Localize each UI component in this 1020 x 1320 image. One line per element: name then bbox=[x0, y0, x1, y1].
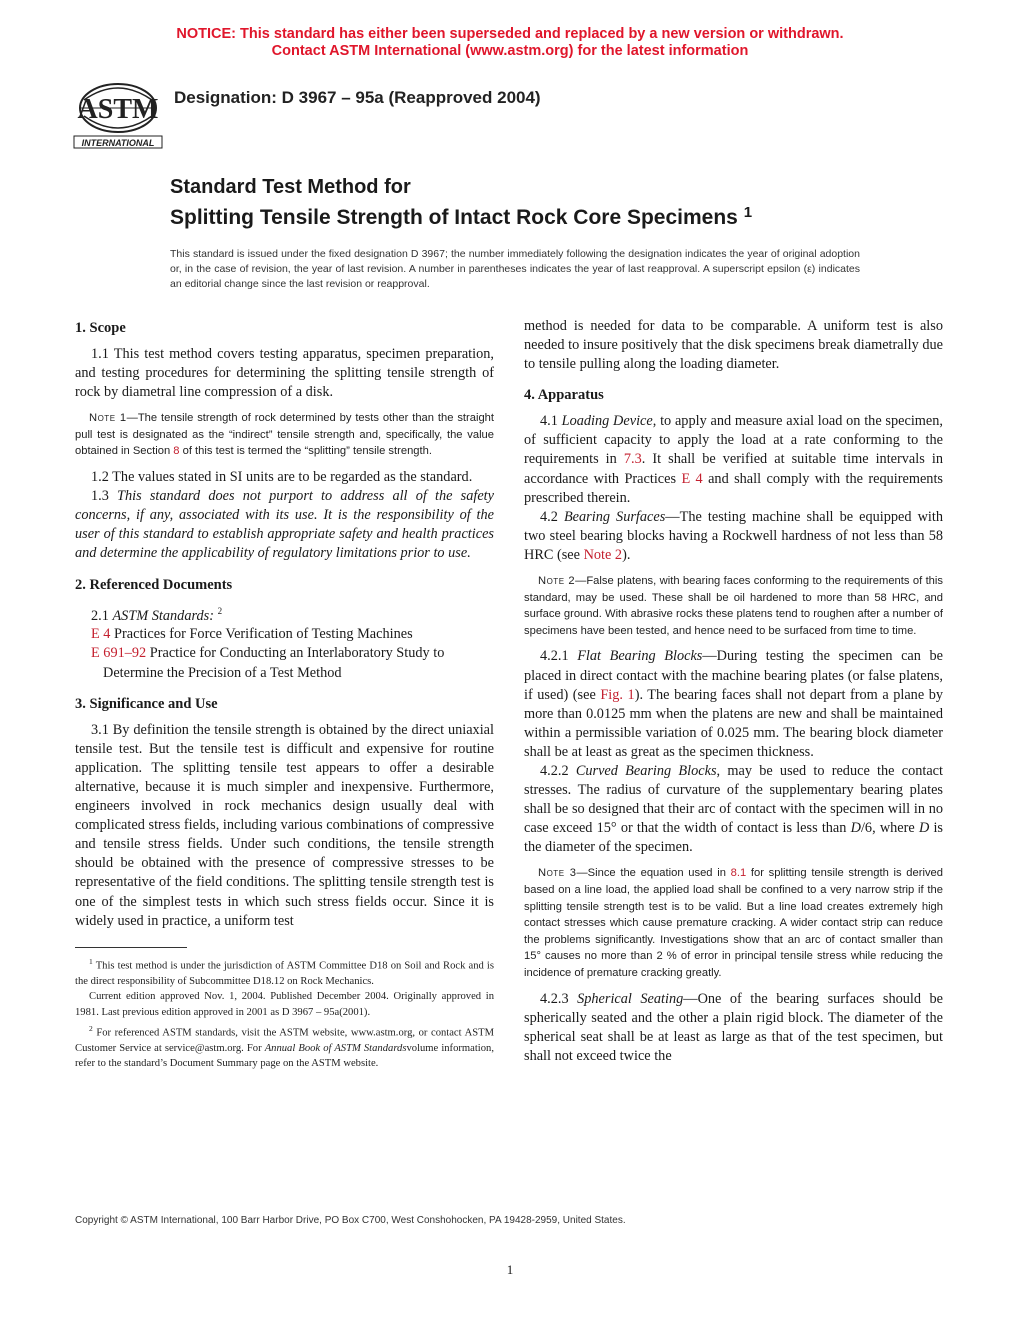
notice-line-2: Contact ASTM International (www.astm.org) for the latest information bbox=[271, 43, 749, 59]
title-line-1: Standard Test Method for bbox=[170, 176, 411, 198]
issuance-note: This standard is issued under the fixed designation D 3967; the number immediately following the designation indicates the year of original adoption or, in the case of revision, the year of last revision. A number in parentheses indicates the year of last reapproval. A superscript epsilon (ε) indicates an editorial change since the last revision or reapproval. bbox=[170, 248, 860, 290]
section-heading-significance: 3. Significance and Use bbox=[75, 695, 218, 712]
para-4-2-3: 4.2.3 Spherical Seating—One of the bearing surfaces should be spherically seated and the other a plain rigid block. The diameter of the spherical seat shall be at least as large as that of the test specimen, but shall not exceed twice the bbox=[524, 990, 944, 1064]
practice-e4-link[interactable]: E 4 bbox=[681, 470, 703, 487]
page-number: 1 bbox=[506, 1262, 514, 1277]
section-heading-scope: 1. Scope bbox=[75, 320, 126, 336]
note-3: Note 3—Since the equation used in 8.1 for splitting tensile strength is derived based on a line load, the applied load shall be confined to a very narrow strip if the splitting tensile strength test is to be valid. But a line load creates extremely high contact stresses which cause premature cracking. A wider contact strip can reduce the problems significantly. Investigations show that an arc of contact smaller than 15° causes no more than 2 % of error in principal tensile stress while reducing the incidence of premature cracking greatly. bbox=[524, 867, 943, 979]
section-8-1-link[interactable]: 8.1 bbox=[730, 867, 747, 880]
para-2-1: 2.1 ASTM Standards: $^2$ bbox=[91, 605, 223, 624]
para-1-1: 1.1 This test method covers testing apparatus, specimen preparation, and testing procedures for determining the splitting tensile strength of rock by diametral line compression of a disk. bbox=[75, 346, 494, 401]
notice-line-1: NOTICE: This standard has either been superseded and replaced by a new version or withdrawn. bbox=[176, 26, 844, 42]
logo-text: ASTM bbox=[77, 94, 159, 125]
para-4-2-1: 4.2.1 Flat Bearing Blocks—During testing the specimen can be placed in direct contact with the machine bearing plates (or false platens, if used) (see Fig. 1). The bearing faces shall not depart from a plane by more than 0.0125 mm when the platens are new and shall be maintained within a permissible variation of 0.025 mm. The bearing block diameter shall be at least as great as the specimen thickness. bbox=[524, 648, 943, 760]
left-column bbox=[75, 314, 494, 1072]
para-3-1: 3.1 By definition the tensile strength is obtained by the direct uniaxial tensile test. But the tensile test is difficult and expensive for routine application. The splitting tensile test appears to offer a desirable alternative, because it is much simpler and inexpensive. Furthermore, engineers involved in rock mechanics design usually deal with complicated stress fields, including various combinations of compressive and tensile stress fields. Under such conditions, the tensile strength should be obtained with the presence of compressive stresses to be representative of the field conditions. The splitting tensile strength test is one of the simplest tests in which such stress fields occur. Since it is widely used in practice, a uniform test bbox=[75, 721, 494, 929]
reference-e4: E 4 Practices for Force Verification of Testing Machines bbox=[91, 626, 413, 643]
document-title bbox=[170, 174, 930, 231]
superseded-notice bbox=[0, 26, 1020, 60]
logo-subtext: INTERNATIONAL bbox=[81, 138, 155, 148]
footnote-2: $^2$ For referenced ASTM standards, visit the ASTM website, www.astm.org, or contact ASTM Customer Service at service@astm.org. For Annual Book of ASTM Standardsvolume information, refer to the standard’s Document Summary page on the ASTM website. bbox=[75, 1023, 494, 1070]
copyright-footer: Copyright © ASTM International, 100 Barr Harbor Drive, PO Box C700, West Conshohocken, PA 19428-2959, United States. bbox=[75, 1215, 626, 1226]
reference-e691: E 691–92 Practice for Conducting an Interlaboratory Study to Determine the Precision of a Test Method bbox=[91, 645, 445, 681]
title-line-2: Splitting Tensile Strength of Intact Rock Core Specimens $^1$ bbox=[170, 204, 753, 229]
astm-logo-icon bbox=[72, 78, 164, 152]
para-4-2: 4.2 Bearing Surfaces—The testing machine shall be equipped with two steel bearing blocks having a Rockwell hardness of not less than 58 HRC (see Note 2). bbox=[524, 508, 944, 563]
para-3-1-continued: method is needed for data to be comparable. A uniform test is also needed to insure positively that the disk specimens break diametrally due to tensile pulling along the loading diameter. bbox=[524, 318, 943, 373]
para-1-3: 1.3 This standard does not purport to address all of the safety concerns, if any, associated with its use. It is the responsibility of the user of this standard to establish appropriate safety and health practices and determine the applicability of regulatory limitations prior to use. bbox=[75, 488, 494, 562]
note-2-link[interactable]: Note 2 bbox=[583, 546, 623, 563]
note-2: Note 2—False platens, with bearing faces conforming to the requirements of this standard, may be used. These shall be oil hardened to more than 58 HRC, and surface ground. With abrasive rocks these platens tend to roughen after a number of specimens have been tested, and hence need to be surfaced from time to time. bbox=[524, 575, 943, 637]
section-7-3-link[interactable]: 7.3 bbox=[623, 451, 642, 468]
para-4-1: 4.1 Loading Device, to apply and measure axial load on the specimen, of sufficient capacity to apply the load at a rate conforming to the requirements in 7.3. It shall be verified at suitable time intervals in accordance with Practices E 4 and shall comply with the requirements prescribed therein. bbox=[524, 413, 943, 506]
reference-e691-link[interactable]: E 691–92 bbox=[91, 645, 147, 662]
footnote-divider bbox=[75, 947, 187, 948]
right-column bbox=[524, 317, 943, 1066]
reference-e4-link[interactable]: E 4 bbox=[91, 626, 111, 643]
para-4-2-2: 4.2.2 Curved Bearing Blocks, may be used to reduce the contact stresses. The radius of curvature of the supplementary bearing plates shall be so designed that their arc of contact with the specimen will in no case exceed 15° or that the width of contact is less than D/6, where D is the diameter of the specimen. bbox=[524, 762, 943, 856]
footnote-1: $^1$ This test method is under the jurisdiction of ASTM Committee D18 on Soil and Rock and is the direct responsibility of Subcommittee D18.12 on Rock Mechanics. bbox=[75, 956, 494, 987]
section-8-link[interactable]: 8 bbox=[173, 445, 180, 458]
title-footnote-marker: 1 bbox=[743, 204, 753, 221]
designation: Designation: D 3967 – 95a (Reapproved 2004) bbox=[174, 88, 541, 107]
para-1-2: 1.2 The values stated in SI units are to be regarded as the standard. bbox=[91, 469, 473, 486]
footnote-1-approval: Current edition approved Nov. 1, 2004. Published December 2004. Originally approved in 1981. Last previous edition approved in 2001 as D 3967 – 95a(2001). bbox=[75, 991, 494, 1019]
section-heading-apparatus: 4. Apparatus bbox=[524, 387, 604, 404]
figure-1-link[interactable]: Fig. 1 bbox=[600, 686, 635, 703]
section-heading-referenced-documents: 2. Referenced Documents bbox=[75, 576, 233, 593]
astm-logo bbox=[72, 78, 164, 152]
note-1: Note 1—The tensile strength of rock determined by tests other than the straight pull test is designated as the “indirect” tensile strength and, specifically, the value obtained in Section 8 of this test is termed the “splitting” tensile strength. bbox=[75, 412, 494, 458]
